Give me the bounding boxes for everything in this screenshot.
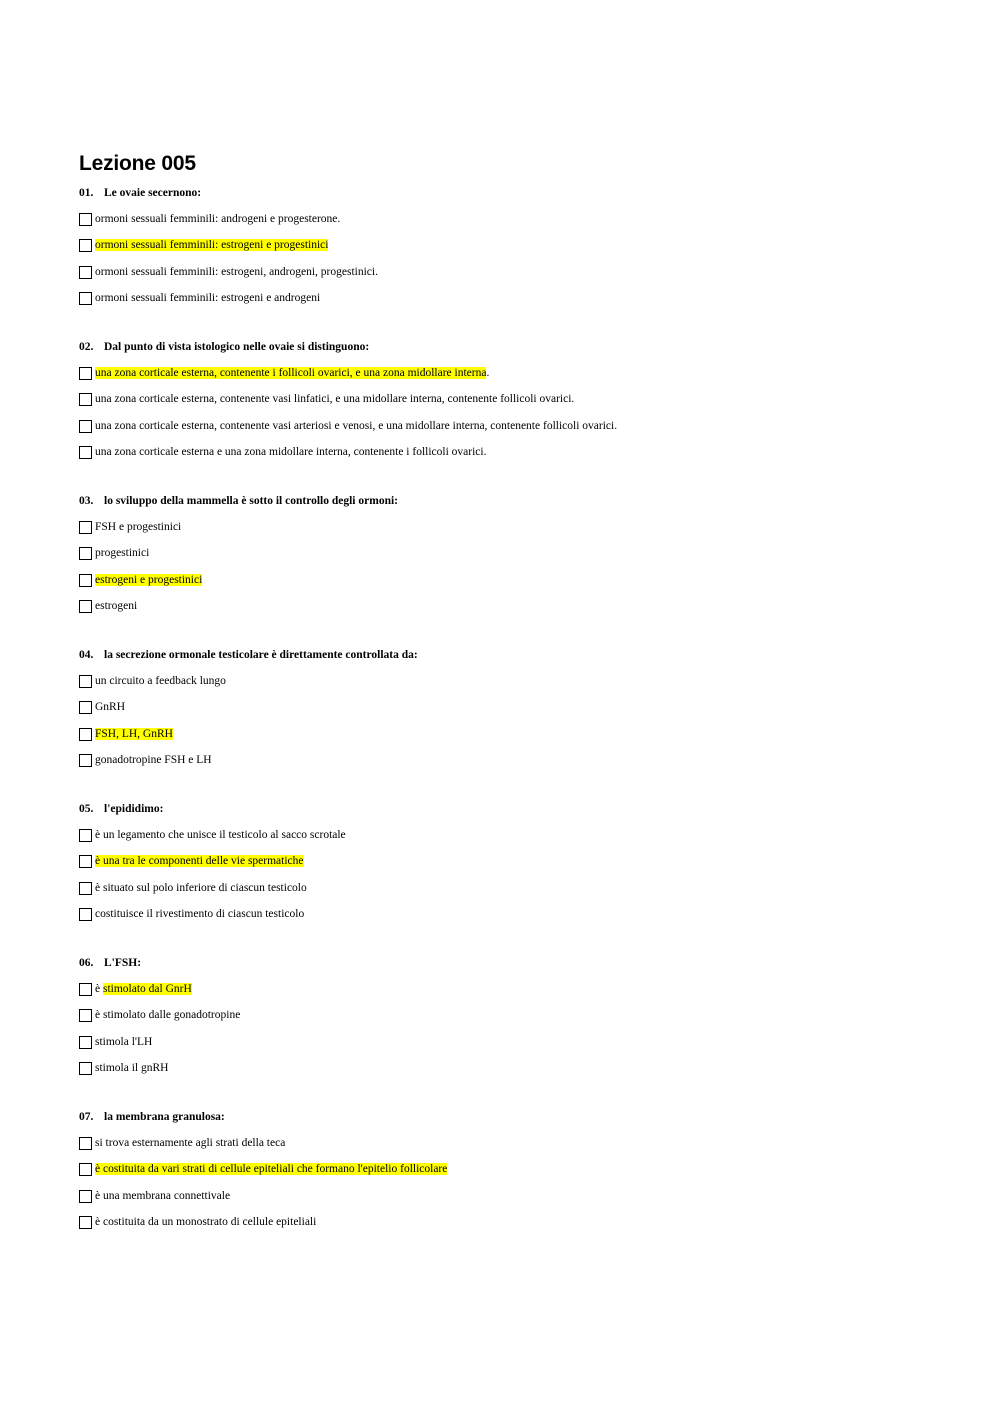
question-number: 02. — [79, 341, 94, 353]
answer-option[interactable] — [79, 286, 960, 313]
answer-checkbox[interactable] — [79, 521, 92, 534]
question-number: 01. — [79, 187, 94, 199]
question-text: L'FSH: — [104, 957, 142, 969]
answer-option[interactable] — [79, 514, 960, 541]
answer-text: è stimolato dalle gonadotropine — [95, 1009, 241, 1022]
answer-option[interactable] — [79, 822, 960, 849]
answer-text: GnRH — [95, 701, 126, 714]
question — [79, 334, 960, 466]
answer-text — [95, 727, 173, 742]
answer-option[interactable] — [79, 695, 960, 722]
answer-option[interactable] — [79, 976, 960, 1003]
question-header — [79, 642, 960, 668]
answer-text — [95, 573, 202, 588]
answer-checkbox[interactable] — [79, 446, 92, 459]
answer-text: una zona corticale esterna e una zona midollare interna, contenente i follicoli ovarici. — [95, 446, 487, 459]
answer-checkbox[interactable] — [79, 882, 92, 895]
answer-option[interactable] — [79, 259, 960, 286]
answer-checkbox[interactable] — [79, 754, 92, 767]
question-number: 03. — [79, 495, 94, 507]
answer-highlight: una zona corticale esterna, contenente i follicoli ovarici, e una zona midollare interna — [95, 366, 487, 379]
answer-text: costituisce il rivestimento di ciascun testicolo — [95, 908, 305, 921]
answer-checkbox[interactable] — [79, 292, 92, 305]
question-number: 05. — [79, 803, 94, 815]
answer-highlight: è una tra le componenti delle vie spermatiche — [95, 855, 304, 868]
question-text: Dal punto di vista istologico nelle ovaie si distinguono: — [104, 341, 370, 353]
answer-text — [95, 238, 328, 253]
question-number: 06. — [79, 957, 94, 969]
answer-text: si trova esternamente agli strati della teca — [95, 1136, 286, 1149]
answer-option[interactable] — [79, 849, 960, 876]
answer-checkbox[interactable] — [79, 701, 92, 714]
answer-checkbox[interactable] — [79, 1190, 92, 1203]
question — [79, 488, 960, 620]
answer-text: ormoni sessuali femminili: estrogeni e androgeni — [95, 292, 321, 305]
document-page — [79, 150, 960, 1258]
answer-option[interactable] — [79, 1157, 960, 1184]
answer-text: una zona corticale esterna, contenente vasi linfatici, e una midollare interna, contenente follicoli ovarici. — [95, 393, 575, 406]
question-number: 07. — [79, 1111, 94, 1123]
question-text: l'epididimo: — [104, 803, 164, 815]
answer-checkbox[interactable] — [79, 1062, 92, 1075]
answer-text — [95, 854, 304, 869]
answer-checkbox[interactable] — [79, 1163, 92, 1176]
answer-option[interactable] — [79, 1130, 960, 1157]
answer-option[interactable] — [79, 594, 960, 621]
answer-checkbox[interactable] — [79, 728, 92, 741]
answer-text: è costituita da un monostrato di cellule epiteliali — [95, 1216, 317, 1229]
answer-text: è situato sul polo inferiore di ciascun testicolo — [95, 881, 307, 894]
answer-checkbox[interactable] — [79, 1009, 92, 1022]
question-header — [79, 334, 960, 360]
answer-highlight: ormoni sessuali femminili: estrogeni e progestinici — [95, 239, 329, 252]
answer-checkbox[interactable] — [79, 266, 92, 279]
answer-text: gonadotropine FSH e LH — [95, 754, 212, 767]
answer-checkbox[interactable] — [79, 239, 92, 252]
question-text: la secrezione ormonale testicolare è direttamente controllata da: — [104, 649, 418, 661]
answer-text: ormoni sessuali femminili: estrogeni, androgeni, progestinici. — [95, 265, 378, 278]
answer-option[interactable] — [79, 748, 960, 775]
question-number: 04. — [79, 649, 94, 661]
question — [79, 796, 960, 928]
answer-checkbox[interactable] — [79, 367, 92, 380]
answer-highlight: stimolato dal GnrH — [102, 982, 192, 995]
answer-text: estrogeni — [95, 600, 138, 613]
answer-checkbox[interactable] — [79, 574, 92, 587]
answer-option[interactable] — [79, 721, 960, 748]
answer-text: FSH e progestinici — [95, 520, 182, 533]
question-text: lo sviluppo della mammella è sotto il controllo degli ormoni: — [104, 495, 398, 507]
question-text: Le ovaie secernono: — [104, 187, 202, 199]
answer-text: progestinici — [95, 547, 150, 560]
question-header — [79, 950, 960, 976]
question — [79, 1104, 960, 1236]
answer-highlight: estrogeni e progestinici — [95, 573, 203, 586]
answer-text: stimola il gnRH — [95, 1062, 169, 1075]
answer-option[interactable] — [79, 1029, 960, 1056]
answer-option[interactable] — [79, 902, 960, 929]
answer-checkbox[interactable] — [79, 393, 92, 406]
answer-checkbox[interactable] — [79, 983, 92, 996]
answer-checkbox[interactable] — [79, 908, 92, 921]
answer-checkbox[interactable] — [79, 600, 92, 613]
answer-option[interactable] — [79, 1056, 960, 1083]
answer-text: una zona corticale esterna, contenente i follicoli ovarici, e una zona midollare interna. — [95, 366, 490, 379]
answer-checkbox[interactable] — [79, 855, 92, 868]
question-header — [79, 1104, 960, 1130]
answer-checkbox[interactable] — [79, 213, 92, 226]
answer-option[interactable] — [79, 387, 960, 414]
answer-option[interactable] — [79, 1210, 960, 1237]
answer-option[interactable] — [79, 413, 960, 440]
answer-text: un circuito a feedback lungo — [95, 674, 226, 687]
answer-option[interactable] — [79, 1183, 960, 1210]
question — [79, 180, 960, 312]
answer-option[interactable] — [79, 233, 960, 260]
answer-checkbox[interactable] — [79, 829, 92, 842]
answer-option[interactable] — [79, 875, 960, 902]
question-header — [79, 180, 960, 206]
answer-checkbox[interactable] — [79, 1216, 92, 1229]
answer-highlight: è costituita da vari strati di cellule epiteliali che formano l'epitelio follicolare — [95, 1163, 448, 1176]
answer-text: stimola l'LH — [95, 1035, 153, 1048]
answer-option[interactable] — [79, 668, 960, 695]
page-title: Lezione 005 — [79, 152, 196, 175]
answer-option[interactable] — [79, 541, 960, 568]
answer-checkbox[interactable] — [79, 675, 92, 688]
answer-option[interactable] — [79, 440, 960, 467]
question — [79, 642, 960, 774]
answer-checkbox[interactable] — [79, 420, 92, 433]
answer-text: è una membrana connettivale — [95, 1189, 231, 1202]
answer-text: una zona corticale esterna, contenente vasi arteriosi e venosi, e una midollare interna, contenente follicoli ovarici. — [95, 419, 618, 432]
question — [79, 950, 960, 1082]
question-header — [79, 796, 960, 822]
answer-checkbox[interactable] — [79, 547, 92, 560]
answer-option[interactable] — [79, 206, 960, 233]
answer-option[interactable] — [79, 567, 960, 594]
answer-text: è stimolato dal GnrH — [95, 982, 192, 995]
answer-text: ormoni sessuali femminili: androgeni e progesterone. — [95, 212, 341, 225]
answer-checkbox[interactable] — [79, 1036, 92, 1049]
question-header — [79, 488, 960, 514]
answer-text: è un legamento che unisce il testicolo al sacco scrotale — [95, 828, 346, 841]
answer-option[interactable] — [79, 360, 960, 387]
answer-option[interactable] — [79, 1003, 960, 1030]
question-text: la membrana granulosa: — [104, 1111, 225, 1123]
answer-checkbox[interactable] — [79, 1137, 92, 1150]
answer-highlight: FSH, LH, GnRH — [95, 727, 173, 740]
answer-text — [95, 1162, 447, 1177]
